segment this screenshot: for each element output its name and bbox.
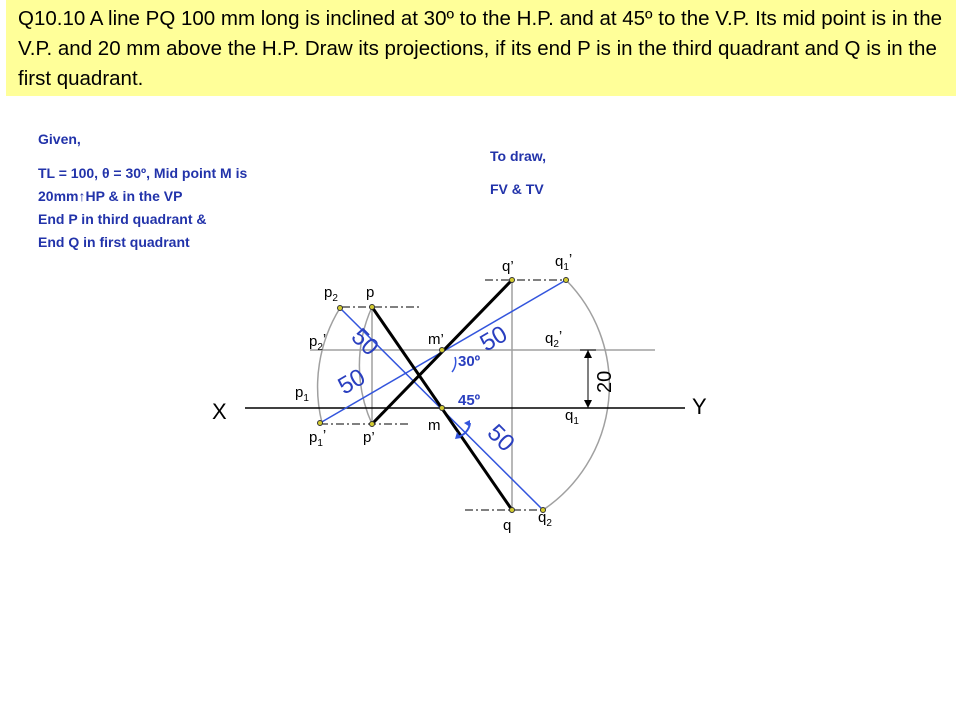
dim-20-arrow-bottom — [584, 400, 592, 408]
label-p: p — [366, 284, 375, 301]
point-p1prime — [318, 421, 323, 426]
point-p — [370, 305, 375, 310]
dim-20-label: 20 — [594, 370, 616, 393]
label-p1: $p_1$ — [295, 384, 309, 404]
point-qprime — [510, 278, 515, 283]
label-p2prime: $p_2$’ — [309, 331, 327, 353]
label-pprime: p’ — [363, 429, 375, 446]
question-text: Q10.10 A line PQ 100 mm long is inclined at 30º to the H.P. and at 45º to the V.P. Its mid point is in the V.P. and 20 mm above the H.P. Draw its projections, if its end P is in the third quadrant and Q is in the first quadrant. — [18, 7, 943, 90]
given-line: End P in third quadrant & — [38, 211, 207, 227]
angle-theta-arc — [452, 357, 456, 372]
dim-50-fv-upper: 50 — [475, 320, 513, 358]
angle-phi-arrow — [464, 420, 470, 427]
angle-phi-label: 45º — [458, 392, 481, 409]
label-mprime: m’ — [428, 331, 444, 348]
point-p2 — [338, 306, 343, 311]
label-q2prime: $q_2$’ — [545, 328, 563, 350]
label-q2: $q_2$ — [538, 509, 552, 529]
label-q1prime: $q_1$’ — [555, 251, 573, 273]
arc-right-swing — [543, 280, 609, 510]
point-q1prime — [564, 278, 569, 283]
label-x: X — [212, 399, 227, 424]
arc-left-swing — [318, 308, 340, 423]
label-p1prime: $p_1$’ — [309, 427, 327, 449]
dim-50-fv-lower: 50 — [333, 363, 371, 401]
given-line: 20mm↑HP & in the VP — [38, 188, 183, 204]
given-line: TL = 100, θ = 30º, Mid point M is — [38, 165, 248, 181]
given-heading: Given, — [38, 131, 81, 147]
dim-20-arrow-top — [584, 350, 592, 358]
angle-theta-label: 30º — [458, 353, 481, 370]
label-q1: $q_1$ — [565, 407, 579, 427]
todraw-body: FV & TV — [490, 181, 544, 197]
dim-50-tv-lower: 50 — [481, 419, 520, 458]
point-m — [440, 406, 445, 411]
point-q — [510, 508, 515, 513]
given-line: End Q in first quadrant — [38, 234, 190, 250]
label-y: Y — [692, 394, 707, 419]
todraw-heading: To draw, — [490, 148, 546, 164]
label-m: m — [428, 417, 441, 434]
point-mprime — [440, 348, 445, 353]
label-p2: $p_2$ — [324, 284, 338, 304]
label-q: q — [503, 517, 512, 534]
label-qprime: q’ — [502, 258, 514, 275]
point-pprime — [370, 422, 375, 427]
dim-50-tv-upper: 50 — [345, 323, 384, 362]
